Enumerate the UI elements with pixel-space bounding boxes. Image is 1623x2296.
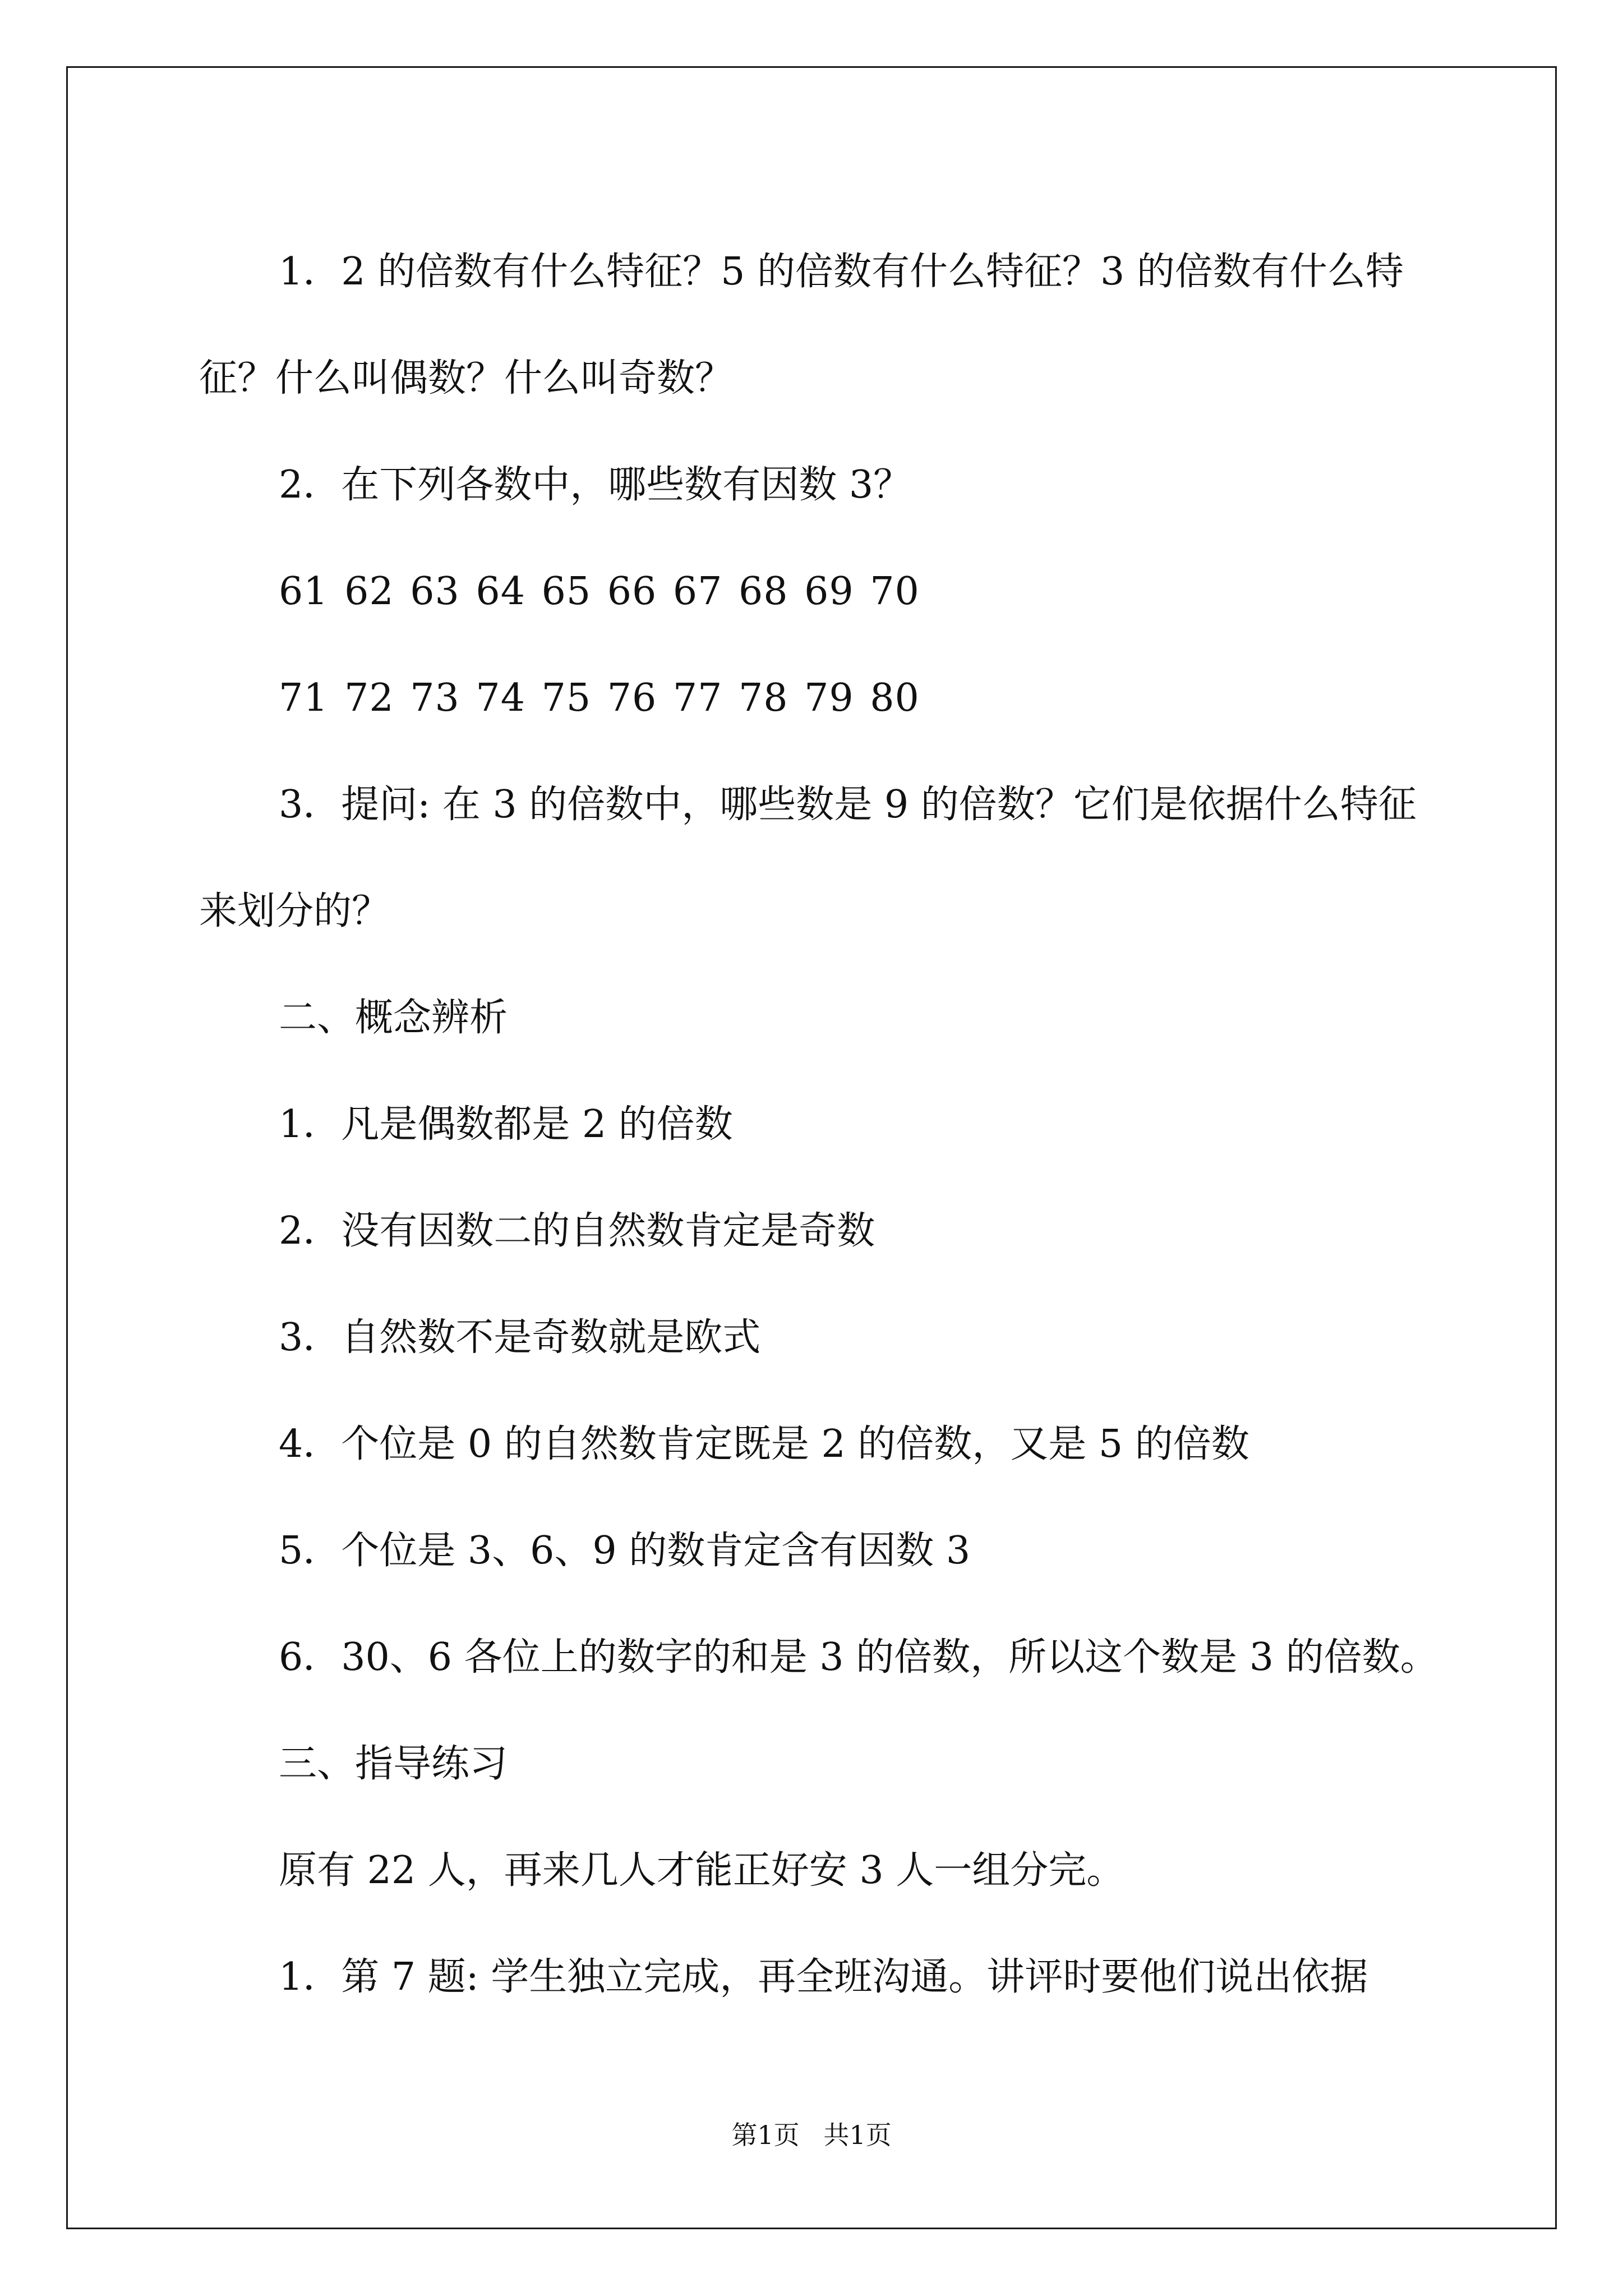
section-heading-concepts: 二、概念辨析: [279, 996, 508, 1040]
page-footer: [0, 2115, 1623, 2152]
paragraph-q1: 1．2 的倍数有什么特征？5 的倍数有什么特征？3 的倍数有什么特征？什么叫偶数？什么叫奇数？: [199, 250, 1404, 401]
page-number-current: 第1页: [731, 2120, 800, 2150]
practice-item-1: 1．第 7 题: 学生独立完成，再全班沟通。讲评时要他们说出依据: [279, 1955, 1368, 1999]
number-row-1: 61 62 63 64 65 66 67 68 69 70: [279, 569, 920, 614]
practice-problem: 原有 22 人，再来几人才能正好安 3 人一组分完。: [279, 1848, 1125, 1893]
concept-item-6: 6．30、6 各位上的数字的和是 3 的倍数，所以这个数是 3 的倍数。: [279, 1635, 1438, 1680]
concept-item-4: 4．个位是 0 的自然数肯定既是 2 的倍数，又是 5 的倍数: [279, 1422, 1249, 1466]
concept-item-1: 1．凡是偶数都是 2 的倍数: [279, 1102, 733, 1147]
paragraph-q2: 2．在下列各数中，哪些数有因数 3？: [279, 463, 912, 507]
number-row-2: 71 72 73 74 75 76 77 78 79 80: [279, 676, 920, 720]
section-heading-practice: 三、指导练习: [279, 1742, 508, 1786]
concept-item-2: 2．没有因数二的自然数肯定是奇数: [279, 1209, 875, 1253]
page-number-total: 共1页: [823, 2120, 892, 2150]
concept-item-5: 5．个位是 3、6、9 的数肯定含有因数 3: [279, 1529, 971, 1573]
paragraph-q3: 3．提问: 在 3 的倍数中，哪些数是 9 的倍数？它们是依据什么特征来划分的？: [199, 783, 1417, 933]
document-body: [199, 219, 1438, 2031]
concept-item-3: 3．自然数不是奇数就是欧式: [279, 1315, 761, 1360]
